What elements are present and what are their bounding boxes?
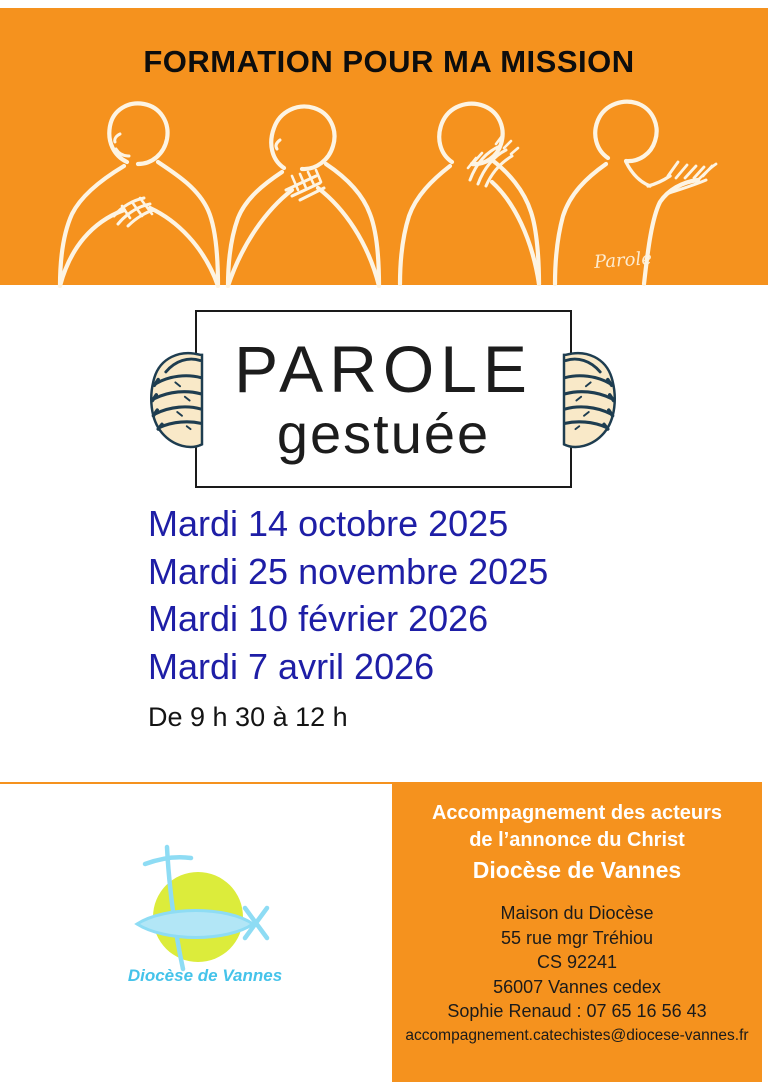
sign-language-figure-1-icon [52, 98, 222, 288]
header-band [0, 8, 768, 285]
date-line: Mardi 14 octobre 2025 [148, 503, 509, 544]
contact-address-line: 55 rue mgr Tréhiou [500, 927, 654, 948]
frame-title: PAROLE [234, 332, 533, 406]
contact-heading-line1: Accompagnement des acteurs [431, 802, 723, 824]
bottom-divider-line [0, 782, 394, 784]
contact-heading-line2: de l’annonce du Christ [469, 829, 685, 851]
frame-subtitle: gestuée [276, 402, 491, 465]
date-line: Mardi 25 novembre 2025 [148, 550, 549, 592]
parole-signature: Parole [593, 248, 653, 273]
time-range: De 9 h 30 à 12 h [148, 702, 348, 732]
contact-address-line: CS 92241 [536, 952, 618, 972]
left-hand-illustration-icon [146, 351, 238, 456]
parole-gestuee-frame [195, 310, 572, 488]
page-title: FORMATION POUR MA MISSION [143, 44, 635, 79]
sign-language-figure-2-icon [222, 98, 382, 288]
contact-address-line: Maison du Diocèse [500, 903, 654, 923]
contact-address-line: 56007 Vannes cedex [493, 976, 661, 997]
diocese-logo-caption: Diocèse de Vannes [127, 966, 283, 985]
sign-language-figure-3-icon [392, 98, 552, 286]
date-line: Mardi 10 février 2026 [148, 598, 489, 639]
contact-phone: Sophie Renaud : 07 65 16 56 43 [447, 1001, 707, 1021]
date-line: Mardi 7 avril 2026 [148, 645, 435, 687]
diocese-logo-icon [95, 832, 305, 987]
contact-block [392, 782, 762, 1082]
right-hand-illustration-icon [528, 351, 620, 456]
contact-organization: Diocèse de Vannes [472, 857, 682, 883]
schedule-block [148, 500, 548, 733]
contact-email: accompagnement.catechistes@diocese-vannes.fr [405, 1027, 749, 1044]
